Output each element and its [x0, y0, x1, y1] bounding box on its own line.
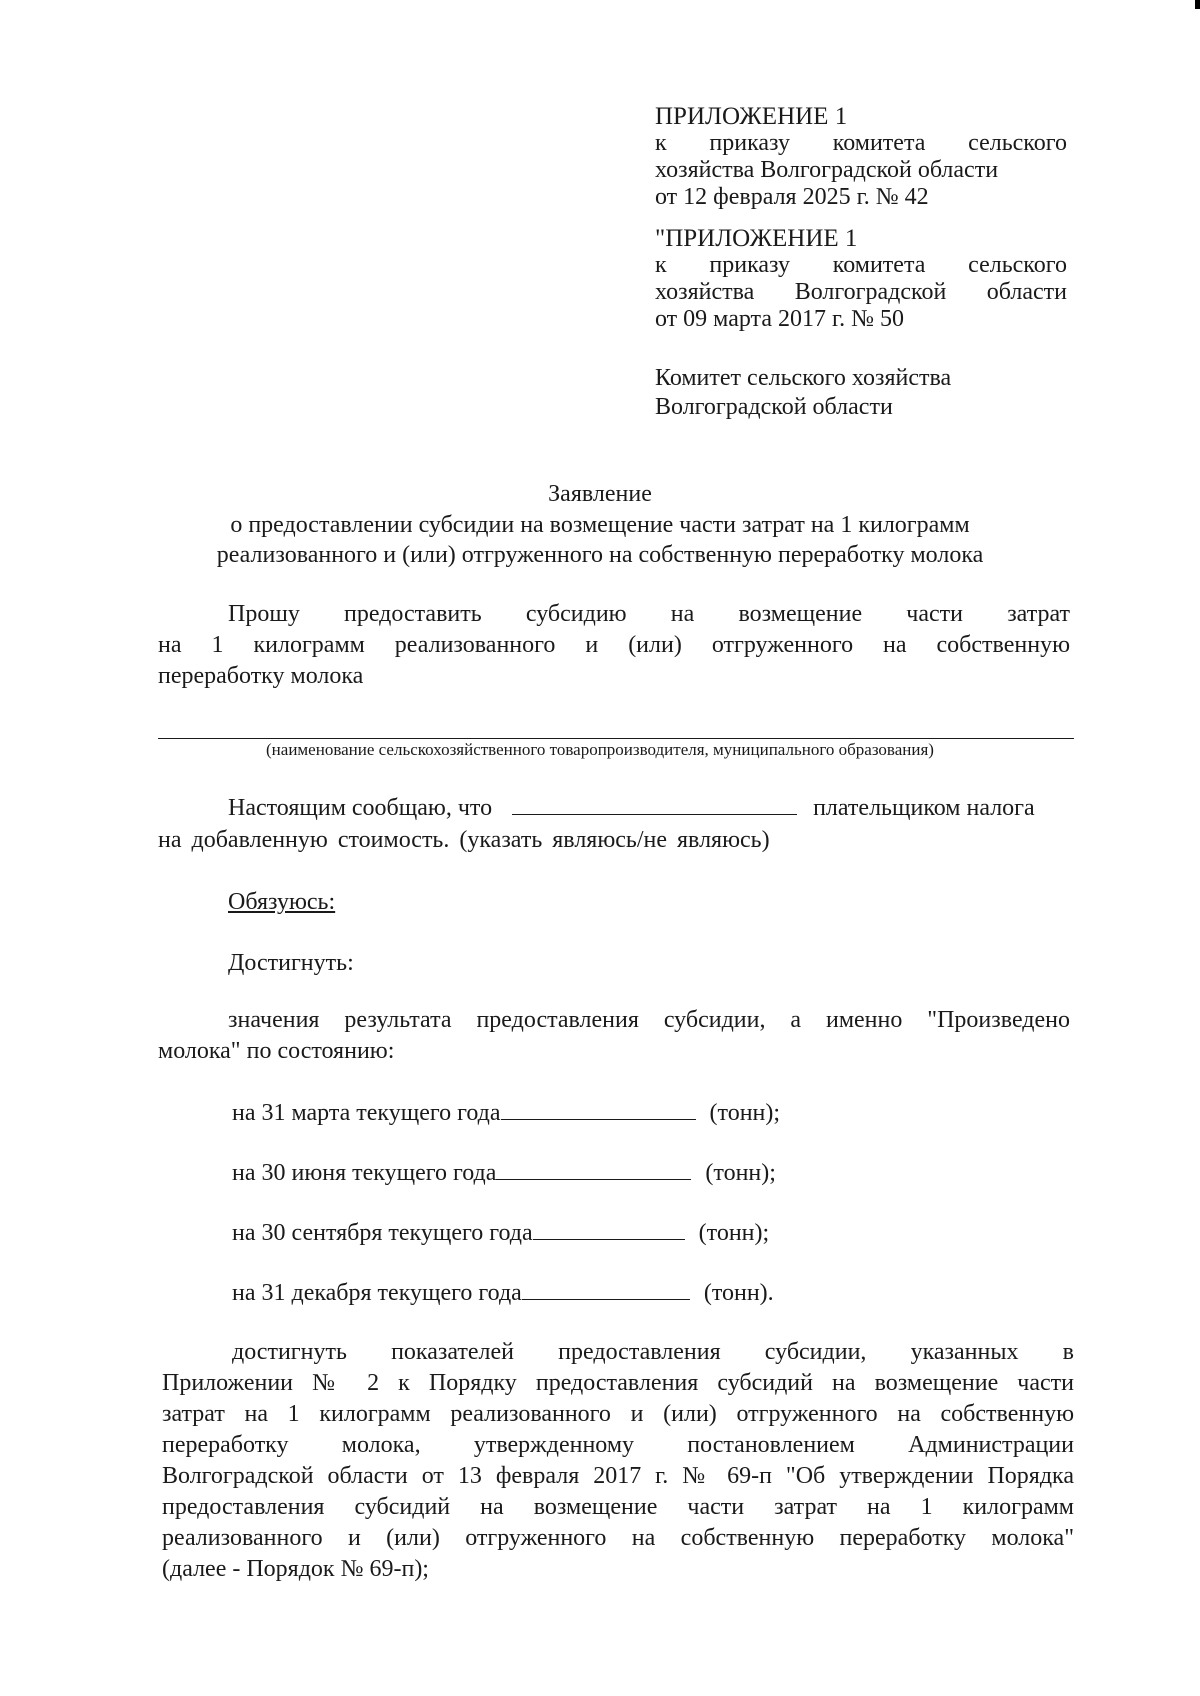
result-line: значения результата предоставления субсидии, а именно "Произведено: [228, 1007, 1070, 1033]
indicators-line: Волгоградской области от 13 февраля 2017 г. № 69-п "Об утверждении Порядка: [162, 1463, 1074, 1489]
achieve-heading: Достигнуть:: [228, 950, 354, 976]
indicators-line: предоставления субсидий на возмещение части затрат на 1 килограмм: [162, 1494, 1074, 1520]
unit-label: (тонн);: [709, 1100, 781, 1126]
unit-label: (тонн);: [705, 1160, 776, 1186]
tons-input[interactable]: [501, 1097, 696, 1120]
appendix-line: к приказу комитета сельского: [655, 130, 1067, 156]
date-label: на 31 марта текущего года: [232, 1100, 501, 1126]
vat-statement: [228, 792, 1070, 824]
vat-text-before: Настоящим сообщаю, что: [228, 795, 493, 821]
indicators-line: затрат на 1 килограмм реализованного и (или) отгруженного на собственную: [162, 1401, 1074, 1427]
appendix-title: ПРИЛОЖЕНИЕ 1: [655, 103, 848, 130]
tons-input[interactable]: [522, 1277, 690, 1300]
indicators-line: достигнуть показателей предоставления субсидии, указанных в: [232, 1339, 1074, 1365]
vat-status-field[interactable]: [512, 792, 797, 815]
date-label: на 31 декабря текущего года: [232, 1280, 522, 1306]
unit-label: (тонн).: [703, 1280, 774, 1306]
indicators-line: Приложении № 2 к Порядку предоставления субсидий на возмещение части: [162, 1370, 1074, 1396]
result-line: молока" по состоянию:: [158, 1038, 395, 1064]
appendix-header-old: [655, 225, 1067, 333]
tons-input[interactable]: [533, 1217, 685, 1240]
request-line: на 1 килограмм реализованного и (или) отгруженного на собственную: [158, 632, 1070, 658]
addressee-line: Волгоградской области: [655, 394, 893, 420]
indicators-line: (далее - Порядок № 69-п);: [162, 1556, 429, 1582]
appendix-line: к приказу комитета сельского: [655, 252, 1067, 278]
date-label: на 30 июня текущего года: [232, 1160, 497, 1186]
applicant-name-caption: (наименование сельскохозяйственного товаропроизводителя, муниципального образования): [266, 740, 934, 759]
document-subtitle-line: реализованного и (или) отгруженного на собственную переработку молока: [216, 542, 984, 568]
indicators-line: переработку молока, утвержденному постановлением Администрации: [162, 1432, 1074, 1458]
date-row: [232, 1157, 776, 1187]
vat-statement-line2: на добавленную стоимость. (указать являюсь/не являюсь): [158, 827, 770, 853]
date-row: [232, 1097, 780, 1127]
request-line: Прошу предоставить субсидию на возмещение части затрат: [228, 601, 1070, 627]
applicant-name-line[interactable]: [158, 738, 1074, 739]
obligations-heading: Обязуюсь:: [228, 889, 336, 915]
document-subtitle-line: о предоставлении субсидии на возмещение части затрат на 1 килограмм: [230, 512, 970, 538]
date-row: [232, 1217, 769, 1247]
indicators-line: реализованного и (или) отгруженного на собственную переработку молока": [162, 1525, 1074, 1551]
appendix-line: от 09 марта 2017 г. № 50: [655, 306, 904, 332]
vat-text-after: плательщиком налога: [813, 795, 1035, 821]
date-row: [232, 1277, 774, 1307]
appendix-title: "ПРИЛОЖЕНИЕ 1: [655, 225, 858, 252]
addressee-line: Комитет сельского хозяйства: [655, 365, 952, 391]
unit-label: (тонн);: [698, 1220, 770, 1246]
appendix-line: хозяйства Волгоградской области: [655, 279, 1067, 305]
request-line: переработку молока: [158, 663, 364, 689]
date-label: на 30 сентября текущего года: [232, 1220, 533, 1246]
document-title: Заявление: [548, 481, 652, 507]
appendix-header-new: [655, 103, 1067, 211]
appendix-line: от 12 февраля 2025 г. № 42: [655, 184, 929, 210]
appendix-line: хозяйства Волгоградской области: [655, 157, 999, 183]
scan-edge-mark: [1195, 0, 1200, 9]
addressee: [655, 364, 1067, 422]
tons-input[interactable]: [496, 1157, 691, 1180]
